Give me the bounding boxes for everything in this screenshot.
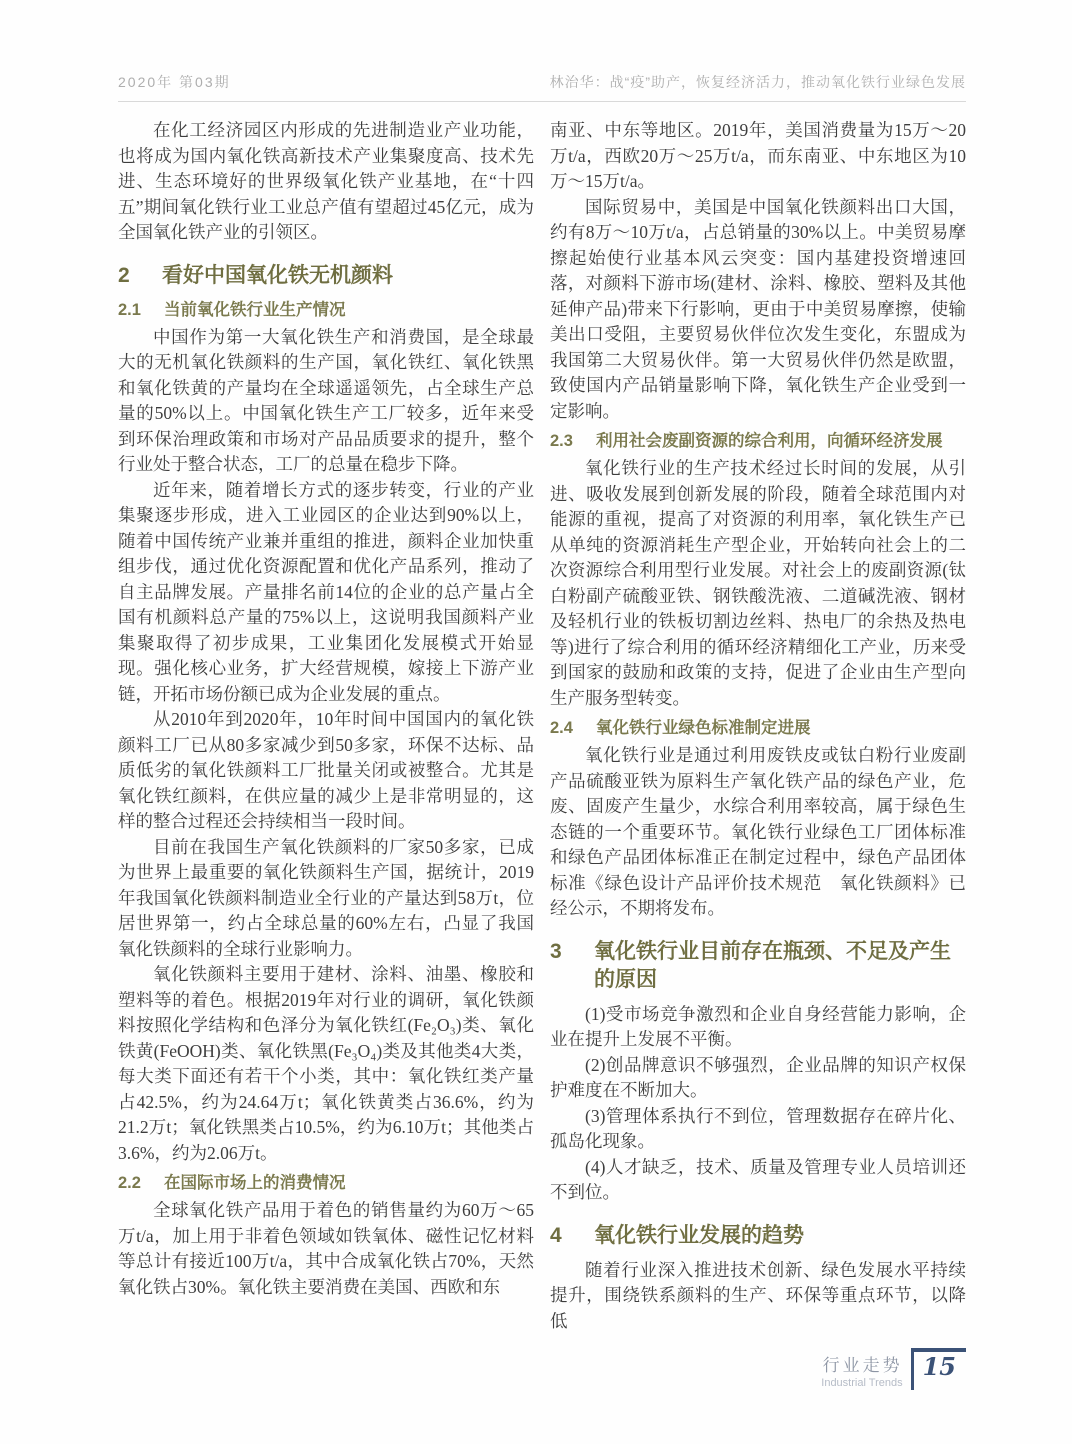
paragraph: 全球氧化铁产品用于着色的销售量约为60万～65万t/a，加上用于非着色领域如铁氧体、磁性记忆材料等总计有接近100万t/a，其中合成氧化铁占70%，天然氧化铁占30%。氧化铁主要消费在美国、西欧和东 [118,1200,534,1297]
two-column-body [118,118,966,1334]
running-title: 林治华：战“疫”助产，恢复经济活力，推动氧化铁行业绿色发展 [549,74,966,90]
section-number: 2 [118,263,130,287]
paragraph: 氧化铁行业的生产技术经过长时间的发展，从引进、吸收发展到创新发展的阶段，随着全球范围内对能源的重视，提高了对资源的利用率，氧化铁生产已从单纯的资源消耗生产型企业，开始转向社会上的二次资源综合利用型行业发展。对社会上的废副资源(钛白粉副产硫酸亚铁、钢铁酸洗液、二道碱洗液、钢材及轻机行业的铁板切割边丝料、热电厂的余热及热电等)进行了综合利用的循环经济精细化工产业，历来受到国家的鼓励和政策的支持，促进了企业由生产型向生产服务型转变。 [550,458,966,708]
page-footer [821,1348,966,1390]
subsection-title: 利用社会废副资源的综合利用，向循环经济发展 [596,432,943,450]
subsection-heading-2-2 [118,1171,534,1195]
paragraph: 从2010年到2020年，10年时间中国国内的氧化铁颜料工厂已从80多家减少到50多家，环保不达标、品质低劣的氧化铁颜料工厂批量关闭或被整合。尤其是氧化铁红颜料，在供应量的减少上是非常明显的，这样的整合过程还会持续相当一段时间。 [118,709,534,831]
footer-section-labels [821,1356,902,1390]
footer-section-name-en: Industrial Trends [821,1377,903,1389]
paragraph: 氧化铁颜料主要用于建材、涂料、油墨、橡胶和塑料等的着色。根据2019年对行业的调研，氧化铁颜料按照化学结构和色泽分为氧化铁红(Fe₂O₃)类、氧化铁黄(FeOOH)类、氧化铁黑(Fe₃O₄)类及其他类4大类，每大类下面还有若干个小类，其中：氧化铁红类产量占42.5%，约为24.64万t；氧化铁黄类占36.6%，约为21.2万t；氧化铁黑类占10.5%，约为6.10万t；其他类占3.6%，约为2.06万t。 [118,964,534,1163]
left-column [118,118,534,1334]
subsection-title: 氧化铁行业绿色标准制定进展 [596,719,811,737]
section-heading-2 [118,262,534,290]
subsection-title: 当前氧化铁行业生产情况 [164,300,346,319]
subsection-number: 2.3 [550,432,573,450]
right-column [550,118,966,1334]
section-number: 3 [550,939,562,963]
paragraph: (4)人才缺乏，技术、质量及管理专业人员培训还不到位。 [550,1156,966,1202]
paragraph: 国际贸易中，美国是中国氧化铁颜料出口大国，约有8万～10万t/a，占总销量的30%以上。中美贸易摩擦起始使行业基本风云突变：国内基建投资增速回落，对颜料下游市场(建材、涂料、橡胶、塑料及其他延伸产品)带来下行影响，更由于中美贸易摩擦，使输美出口受阻，主要贸易伙伴位次发生变化，东盟成为我国第二大贸易伙伴。第一大贸易伙伴仍然是欧盟，致使国内产品销量影响下降，氧化铁生产企业受到一定影响。 [550,196,966,421]
paragraph: (3)管理体系执行不到位，管理数据存在碎片化、孤岛化现象。 [550,1105,966,1151]
paragraph: (1)受市场竞争激烈和企业自身经营能力影响，企业在提升上发展不平衡。 [550,1003,966,1049]
subsection-heading-2-1 [118,298,534,322]
subsection-number: 2.1 [118,300,141,319]
subsection-heading-2-3 [550,429,966,453]
page-header [118,72,966,102]
section-number: 4 [550,1223,562,1247]
section-heading-3 [550,938,966,994]
paragraph: 在化工经济园区内形成的先进制造业产业功能，也将成为国内氧化铁高新技术产业集聚度高、技术先进、生态环境好的世界级氧化铁产业基地，在“十四五”期间氧化铁行业工业总产值有望超过45亿元，成为全国氧化铁产业的引领区。 [118,120,534,242]
issue-label: 2020年 第03期 [118,74,231,90]
footer-section-name-cn: 行业走势 [822,1356,903,1375]
subsection-heading-2-4 [550,716,966,740]
paragraph: 近年来，随着增长方式的逐步转变，行业的产业集聚逐步形成，进入工业园区的企业达到90%以上，随着中国传统产业兼并重组的推进，颜料企业加快重组步伐，通过优化资源配置和优化产品系列，推动了自主品牌发展。产量排名前14位的企业的总产量占全国有机颜料总产量的75%以上，这说明我国颜料产业集聚取得了初步成果，工业集团化发展模式开始显现。强化核心业务，扩大经营规模，嫁接上下游产业链，开拓市场份额已成为企业发展的重点。 [118,479,534,704]
page-number-bracket [911,1348,966,1390]
section-heading-4 [550,1222,966,1250]
section-title: 氧化铁行业目前存在瓶颈、不足及产生的原因 [594,939,951,991]
paragraph: (2)创品牌意识不够强烈，企业品牌的知识产权保护难度在不断加大。 [550,1054,966,1100]
subsection-number: 2.4 [550,719,573,737]
section-title: 氧化铁行业发展的趋势 [594,1223,804,1247]
subsection-number: 2.2 [118,1174,141,1192]
section-title: 看好中国氧化铁无机颜料 [162,263,393,287]
paragraph: 目前在我国生产氧化铁颜料的厂家50多家，已成为世界上最重要的氧化铁颜料生产国，据统计，2019年我国氧化铁颜料制造业全行业的产量达到58万t，位居世界第一，约占全球总量的60%左右，凸显了我国氧化铁颜料的全球行业影响力。 [118,836,534,959]
paragraph: 中国作为第一大氧化铁生产和消费国，是全球最大的无机氧化铁颜料的生产国，氧化铁红、氧化铁黑和氧化铁黄的产量均在全球遥遥领先，占全球生产总量的50%以上。中国氧化铁生产工厂较多，近年来受到环保治理政策和市场对产品品质要求的提升，整个行业处于整合状态，工厂的总量在稳步下降。 [118,326,534,474]
paragraph: 随着行业深入推进技术创新、绿色发展水平持续提升，围绕铁系颜料的生产、环保等重点环节，以降低 [550,1259,966,1331]
paragraph-continuation: 南亚、中东等地区。2019年，美国消费量为15万～20万t/a，西欧20万～25万t/a，而东南亚、中东地区为10万～15万t/a。 [550,120,966,191]
paragraph: 氧化铁行业是通过利用废铁皮或钛白粉行业废副产品硫酸亚铁为原料生产氧化铁产品的绿色产业，危废、固废产生量少，水综合利用率较高，属于绿色生态链的一个重要环节。氧化铁行业绿色工厂团体标准和绿色产品团体标准正在制定过程中，绿色产品团体标准《绿色设计产品评价技术规范 氧化铁颜料》已经公示，不期将发布。 [550,745,966,918]
page-number: 15 [922,1352,956,1381]
subsection-title: 在国际市场上的消费情况 [164,1174,346,1192]
